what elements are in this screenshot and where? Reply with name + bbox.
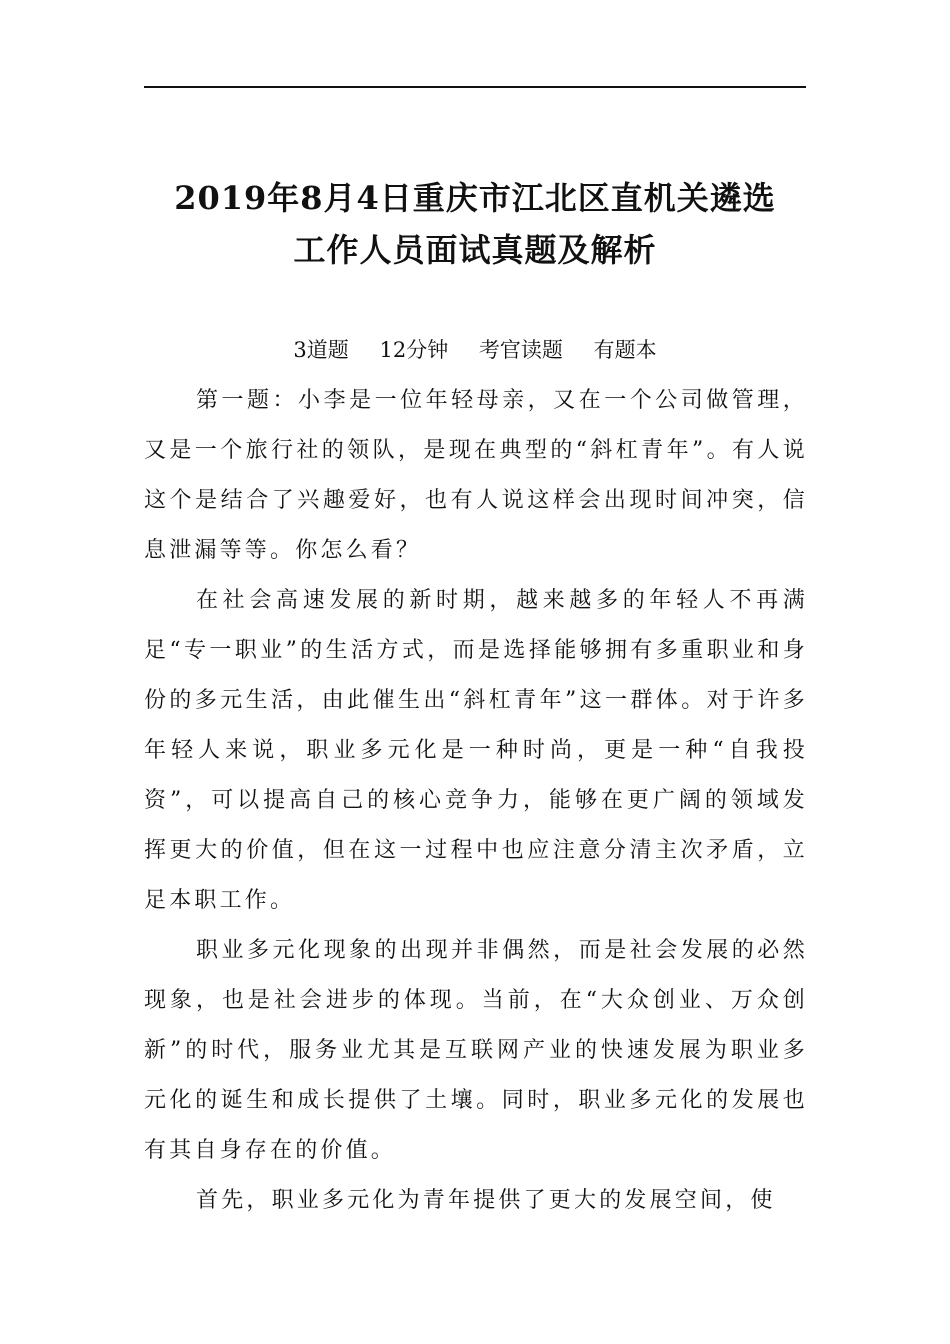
meta-questions: 3道题 [293,338,349,362]
exam-meta [144,330,806,370]
meta-duration: 12分钟 [379,338,449,362]
meta-reader: 考官读题 [478,338,563,362]
analysis-paragraph-3: 首先，职业多元化为青年提供了更大的发展空间，使 [196,1188,776,1213]
title-line-1: 2019年8月4日重庆市江北区直机关遴选 [174,179,776,217]
header-rule [144,86,806,88]
analysis-paragraph-2: 职业多元化现象的出现并非偶然，而是社会发展的必然现象，也是社会进步的体现。当前，在“大众创业、万众创新”的时代，服务业尤其是互联网产业的快速发展为职业多元化的诞生和成长提供了土壤。同时，职业多元化的发展也有其自身存在的价值。 [144,938,808,1163]
analysis-paragraph-1: 在社会高速发展的新时期，越来越多的年轻人不再满足“专一职业”的生活方式，而是选择能够拥有多重职业和身份的多元生活，由此催生出“斜杠青年”这一群体。对于许多年轻人来说，职业多元化是一种时尚，更是一种“自我投资”，可以提高自己的核心竞争力，能够在更广阔的领域发挥更大的价值，但在这一过程中也应注意分清主次矛盾，立足本职工作。 [144,588,808,913]
title-line-2: 工作人员面试真题及解析 [293,231,657,269]
body-text [144,376,808,1226]
document-title [130,172,820,276]
question-paragraph: 第一题：小李是一位年轻母亲，又在一个公司做管理，又是一个旅行社的领队，是现在典型的“斜杠青年”。有人说这个是结合了兴趣爱好，也有人说这样会出现时间冲突，信息泄漏等等。你怎么看？ [144,388,808,563]
meta-booklet: 有题本 [593,338,657,362]
